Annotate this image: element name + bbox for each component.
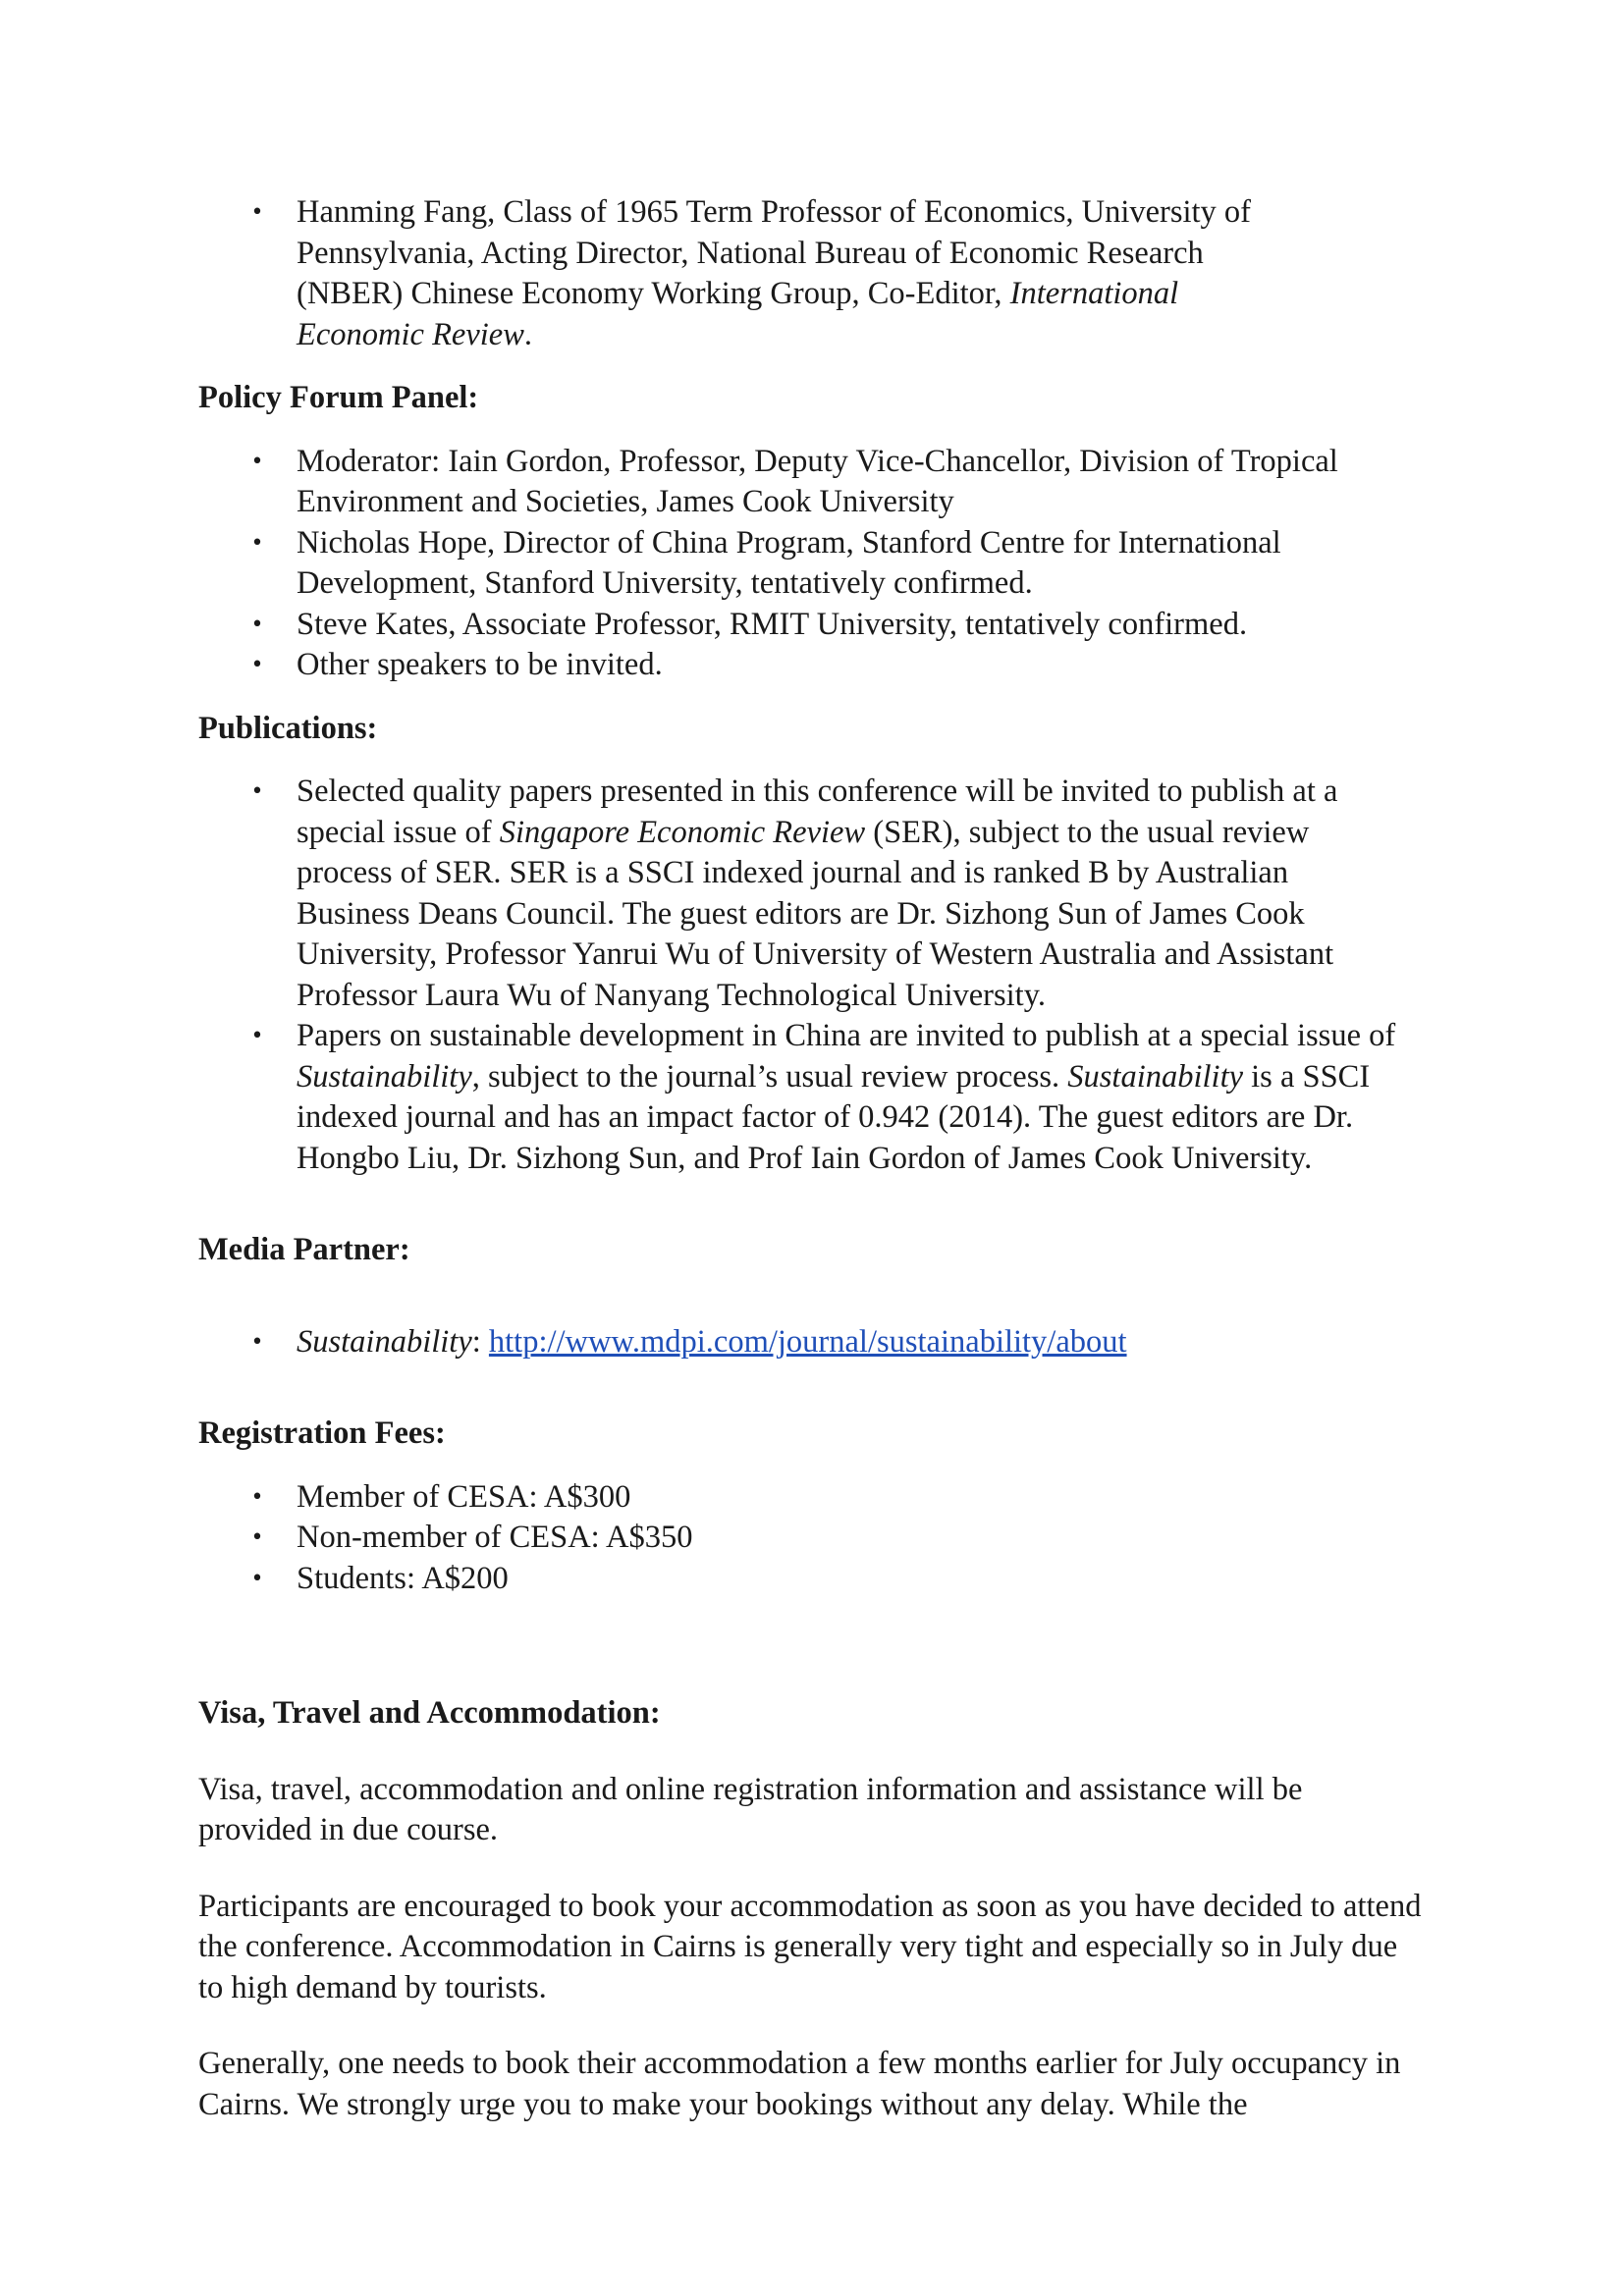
list-item [198,605,1426,646]
item-text: Member of CESA: A$300 [297,1478,631,1515]
policy-forum-heading: Policy Forum Panel: [198,380,479,415]
bullet: • [250,449,264,474]
journal-title: Sustainability [1067,1058,1244,1095]
bullet: • [250,1566,264,1591]
bullet: • [250,1484,264,1510]
list-item [198,442,1386,523]
bullet: • [250,779,264,804]
item-text: Selected quality papers presented in this conference will be invited to publish at a special issue of [297,774,1338,850]
item-text: Hanming Fang, Class of 1965 Term Professor of Economics, University of Pennsylvania, Acting Director, National Bureau of Economic Research (NBER) Chinese Economy Working Group, Co-Editor, [297,194,1252,311]
item-text: Steve Kates, Associate Professor, RMIT University, tentatively confirmed. [297,606,1248,642]
journal-title: International Economic Review [297,276,1179,352]
item-text: (SER), subject to the usual review process of SER. SER is a SSCI indexed journal and is ranked B by Australian Business Deans Council. The guest editors are Dr. Sizhong Sun of James Cook University, Professor Yanrui Wu of University of Western Australia and Assistant Professor Laura Wu of Nanyang Technological University. [297,814,1334,1013]
media-partner-heading: Media Partner: [198,1232,410,1267]
list-item [198,523,1386,605]
policy-forum-list [198,442,1426,686]
mdpi-link[interactable]: http://www.mdpi.com/journal/sustainability/about [488,1323,1127,1360]
list-item [198,1322,1475,1363]
list-item [198,1016,1455,1179]
list-item [198,1477,1475,1519]
media-partner-list [198,1322,1475,1363]
item-text: Nicholas Hope, Director of China Program, Stanford Centre for International Development, Stanford University, tentatively confirmed. [297,524,1281,601]
visa-paragraph-3: Generally, one needs to book their accommodation a few months earlier for July occupancy in Cairns. We strongly urge you to make your bookings without any delay. While the [198,2046,1401,2122]
item-text: , subject to the journal’s usual review process. [471,1058,1068,1095]
list-item [198,645,1426,686]
visa-heading: Visa, Travel and Accommodation: [198,1695,661,1731]
document-page [198,192,1475,2125]
item-text: is a SSCI indexed journal and has an impact factor of 0.942 (2014). The guest editors are Dr. Hongbo Liu, Dr. Sizhong Sun, and Prof Iain Gordon of James Cook University. [297,1058,1371,1176]
journal-title: Singapore Economic Review [499,814,866,850]
registration-heading: Registration Fees: [198,1415,446,1451]
visa-paragraph-2: Participants are encouraged to book your accommodation as soon as you have decided to attend the conference. Accommodation in Cairns is generally very tight and especially so in July due to high demand by tourists. [198,1888,1422,2005]
item-text: Students: A$200 [297,1560,509,1596]
item-text: Non-member of CESA: A$350 [297,1520,693,1555]
list-item [198,1559,1475,1600]
bullet: • [250,612,264,637]
publications-heading: Publications: [198,710,378,746]
list-item [198,1518,1475,1559]
list-item [198,772,1386,1016]
bullet: • [250,1329,264,1355]
bullet: • [250,530,264,556]
journal-title: Sustainability [297,1058,472,1095]
item-text-end: . [523,316,533,352]
item-text: Moderator: Iain Gordon, Professor, Deputy Vice-Chancellor, Division of Tropical Environment and Societies, James Cook University [297,443,1338,519]
item-text: Papers on sustainable development in China are invited to publish at a special issue of [297,1018,1396,1053]
keynote-list [198,192,1308,355]
item-text: Other speakers to be invited. [297,647,663,682]
list-item [198,192,1308,355]
separator: : [471,1323,489,1360]
bullet: • [250,1024,264,1048]
journal-title: Sustainability [297,1323,472,1360]
bullet: • [250,1525,264,1550]
registration-list [198,1477,1475,1600]
publications-list [198,772,1475,1179]
visa-paragraph-1: Visa, travel, accommodation and online registration information and assistance will be provided in due course. [198,1771,1303,1847]
bullet: • [250,200,264,225]
bullet: • [250,653,264,677]
